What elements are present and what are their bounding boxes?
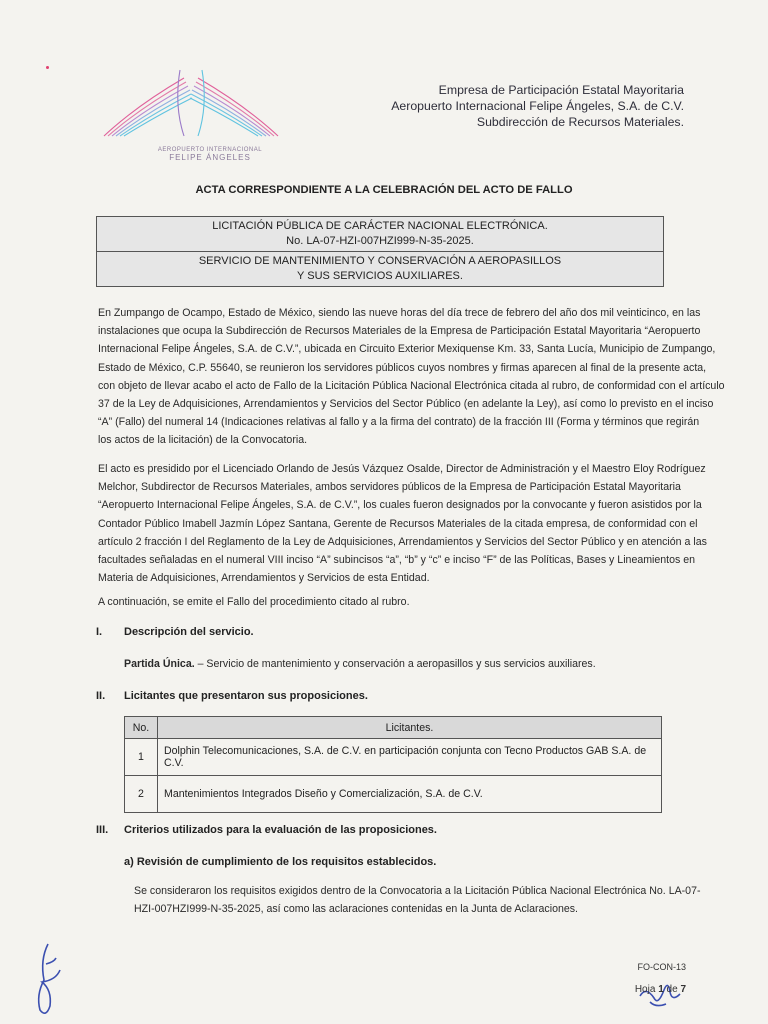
company-line-1: Empresa de Participación Estatal Mayoritaria — [438, 83, 684, 97]
bidders-table — [124, 716, 662, 813]
section-2-title: Licitantes que presentaron sus proposiciones. — [124, 690, 368, 702]
tender-id-cell: LICITACIÓN PÚBLICA DE CARÁCTER NACIONAL ELECTRÓNICA. No. LA-07-HZI-007HZI999-N-35-2025. — [212, 220, 548, 247]
logo-caption: AEROPUERTO INTERNACIONAL FELIPE ÁNGELES — [157, 147, 263, 162]
company-line-2: Aeropuerto Internacional Felipe Ángeles, S.A. de C.V. — [391, 99, 684, 113]
page-indicator: Hoja 1 de 7 — [634, 984, 686, 995]
opening-paragraph: En Zumpango de Ocampo, Estado de México, siendo las nueve horas del día trece de febrero del año dos mil veinticinco, en las instalaciones que ocupa la Subdirección de Recursos Materiales de la Empresa de Participación Estatal Mayoritaria “Aeropuerto Internacional Felipe Ángeles, S.A. de C.V.”, ubicada en Circuito Exterior Mexiquense Km. 33, Santa Lucía, Municipio de Zumpango, Estado de México, C.P. 55640, se reunieron los servidores públicos cuyos nombres y firmas aparecen al final de la presente acta, con objeto de llevar acabo el acto de Fallo de la Licitación Pública Nacional Electrónica citada al rubro, de conformidad con el artículo 37 de la Ley de Adquisiciones, Arrendamientos y Servicios del Sector Público (en adelante la Ley), así como lo previsto en el inciso “A” (Fallo) del numeral 14 (Indicaciones relativas al fallo y a la firma del contrato) de la fracción III (Forma y términos que regirán los actos de la licitación) de la Convocatoria. — [98, 307, 725, 447]
bidder-name: Mantenimientos Integrados Diseño y Comercialización, S.A. de C.V. — [158, 776, 662, 813]
section-1-text: Partida Única. – Servicio de mantenimiento y conservación a aeropasillos y sus servicios auxiliares. — [124, 658, 596, 670]
company-line-3: Subdirección de Recursos Materiales. — [476, 115, 684, 129]
document-title: ACTA CORRESPONDIENTE A LA CELEBRACIÓN DEL ACTO DE FALLO — [195, 184, 573, 196]
form-code: FO-CON-13 — [637, 962, 686, 972]
tender-title-box — [96, 216, 664, 287]
company-header — [391, 82, 684, 130]
section-1-title: Descripción del servicio. — [124, 626, 254, 638]
subsection-a-text: Se consideraron los requisitos exigidos dentro de la Convocatoria a la Licitación Pública Nacional Electrónica No. LA-07- HZI-007HZI999-N-35-2025, así como las aclaraciones contenidas en la Junta de Aclaraciones. — [134, 885, 701, 916]
column-header-no: No. — [125, 717, 158, 739]
section-3-title: Criterios utilizados para la evaluación de las proposiciones. — [124, 824, 437, 836]
subsection-a-title: a) Revisión de cumplimiento de los requisitos establecidos. — [124, 856, 437, 868]
continuation-text: A continuación, se emite el Fallo del procedimiento citado al rubro. — [98, 596, 410, 608]
ink-dot — [46, 66, 49, 69]
presiding-paragraph: El acto es presidido por el Licenciado Orlando de Jesús Vázquez Osalde, Director de Administración y el Maestro Eloy Rodríguez Melchor, Subdirector de Recursos Materiales, ambos servidores públicos de la Empresa de Participación Estatal Mayoritaria “Aeropuerto Internacional Felipe Ángeles, S.A. de C.V.”, los cuales fueron designados por la convocante y fueron asistidos por la Contador Público Imabell Jazmín López Santana, Gerente de Recursos Materiales de la citada empresa, de conformidad con el artículo 2 fracción I del Reglamento de la Ley de Adquisiciones, Arrendamientos y Servicios del Sector Público y en atención a las facultades señaladas en el numeral VIII inciso “A” subincisos “a”, “b” y “c” e inciso “F” de las Políticas, Bases y Lineamientos en Materia de Adquisiciones, Arrendamientos y Servicios de esta Entidad. — [98, 463, 707, 585]
column-header-bidders: Licitantes. — [158, 717, 662, 739]
row-number: 2 — [125, 776, 158, 813]
table-row — [125, 739, 662, 776]
section-2-number: II. — [96, 690, 106, 702]
section-1-number: I. — [96, 626, 103, 638]
handwritten-initial-left — [26, 940, 66, 1020]
service-title-cell: SERVICIO DE MANTENIMIENTO Y CONSERVACIÓN A AEROPASILLOS Y SUS SERVICIOS AUXILIARES. — [97, 251, 663, 286]
row-number: 1 — [125, 739, 158, 776]
bidder-name: Dolphin Telecomunicaciones, S.A. de C.V. en participación conjunta con Tecno Productos GAB S.A. de C.V. — [158, 739, 662, 776]
section-3-number: III. — [96, 824, 109, 836]
table-row — [125, 776, 662, 813]
